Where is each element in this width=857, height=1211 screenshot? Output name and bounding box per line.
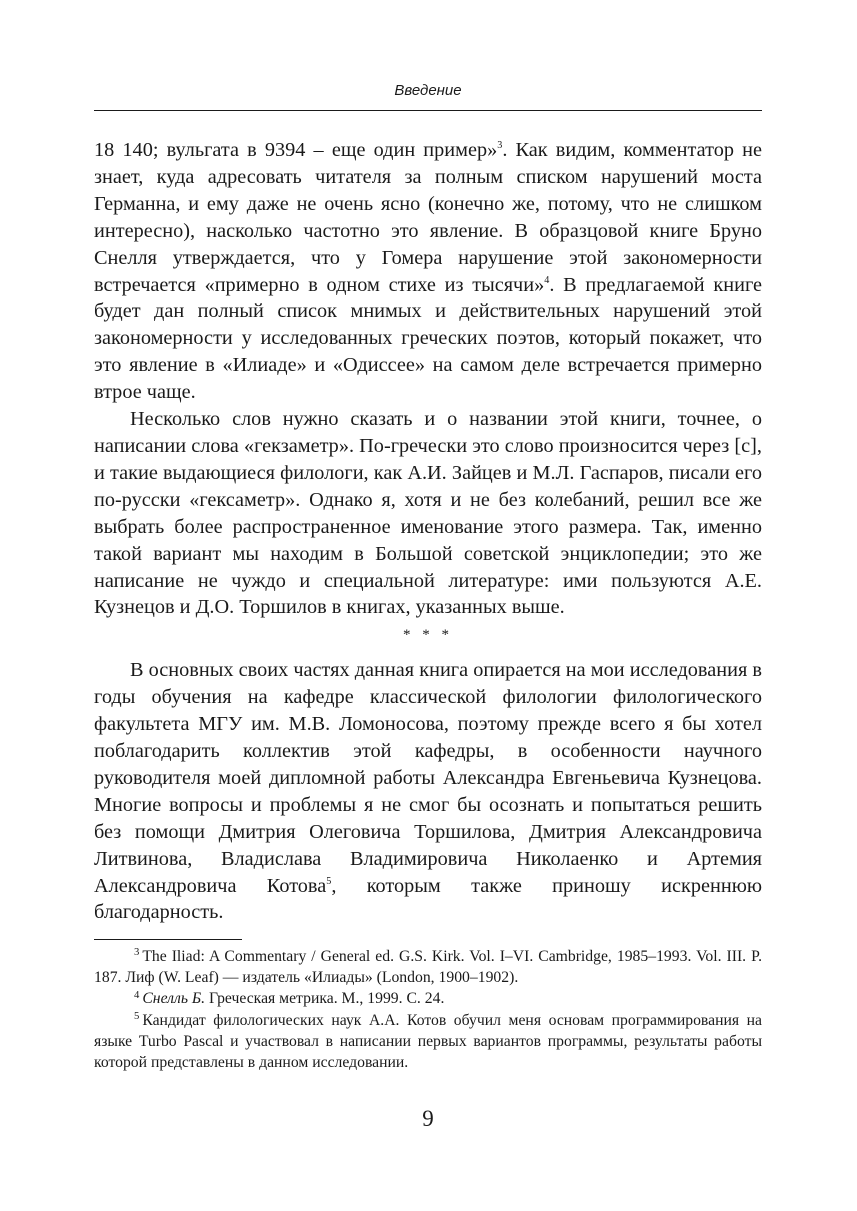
paragraph-2: Несколько слов нужно сказать и о названии этой книги, точнее, о написании слова «гекзаметр». По-гречески это слово произносится через [с], и такие выдающиеся филологи, как А.И. Зайцев и М.Л. Гаспаров, писали его по-русски «гексаметр». Однако я, хотя и не без колебаний, решил все же выбрать более распространенное именование этого размера. Так, именно такой вариант мы находим в Большой советской энциклопедии; это же написание не чуждо и специальной литературе: ими пользуются А.Е. Кузнецов и Д.О. Торшилов в книгах, указанных выше. <box>94 408 762 619</box>
footnote-number: 3 <box>134 946 140 959</box>
page-number: 9 <box>422 1106 434 1131</box>
footnote-author: Снелль Б. <box>142 990 206 1008</box>
section-separator: * * * <box>403 627 453 644</box>
running-head: Введение <box>394 82 462 99</box>
main-text <box>94 137 762 926</box>
footnote-ref-5[interactable]: 5 <box>326 875 332 887</box>
footnote-4: $^4$ Снелль Б. Греческая метрика. М., 1999. С. 24. <box>134 988 445 1008</box>
footnote-5: $^5$ Кандидат филологических наук А.А. Котов обучил меня основам программирования на языке Turbo Pascal и участвовал в написании первых вариантов программы, результаты работы которой представлены в данном исследовании. <box>94 1009 762 1072</box>
footnote-rule <box>94 939 242 940</box>
footnote-ref-4[interactable]: 4 <box>544 274 550 286</box>
footnote-number: 5 <box>134 1009 140 1022</box>
footnote-number: 4 <box>134 988 140 1001</box>
footnote-ref-3[interactable]: 3 <box>497 139 503 151</box>
paragraph-3: В основных своих частях данная книга опирается на мои исследования в годы обучения на кафедре классической филологии филологического факультета МГУ им. М.В. Ломоносова, поэтому прежде всего я бы хотел поблагодарить коллектив этой кафедры, в особенности научного руководителя моей дипломной работы Александра Евгеньевича Кузнецова. Многие вопросы и проблемы я не смог бы осознать и попытаться решить без помощи Дмитрия Олеговича Торшилова, Дмитрия Александровича Литвинова, Владислава Владимировича Николаенко и Артемия Александровича Котова$^5$, которым также приношу искреннюю благодарность. <box>94 659 762 924</box>
footnote-3: $^3$ The Iliad: A Commentary / General ed. G.S. Kirk. Vol. I–VI. Cambridge, 1985–1993. Vol. III. P. 187. Лиф (W. Leaf) — издатель «Илиады» (London, 1900–1902). <box>94 946 762 987</box>
header-rule <box>94 110 762 111</box>
footnotes <box>94 946 762 1073</box>
paragraph-1: 18 140; вульгата в 9394 – еще один пример»$^3$. Как видим, комментатор не знает, куда адресовать читателя за полным списком нарушений моста Германна, и ему даже не очень ясно (конечно же, потому, что не слишком интересно), насколько частотно это явление. В образцовой книге Бруно Снелля утверждается, что у Гомера нарушение этой закономерности встречается «примерно в одном стихе из тысячи»$^4$. В предлагаемой книге будет дан полный список мнимых и действительных нарушений этой закономерности у исследованных греческих поэтов, который покажет, что это явление в «Илиаде» и «Одиссее» на самом деле встречается примерно втрое чаще. <box>94 139 762 404</box>
